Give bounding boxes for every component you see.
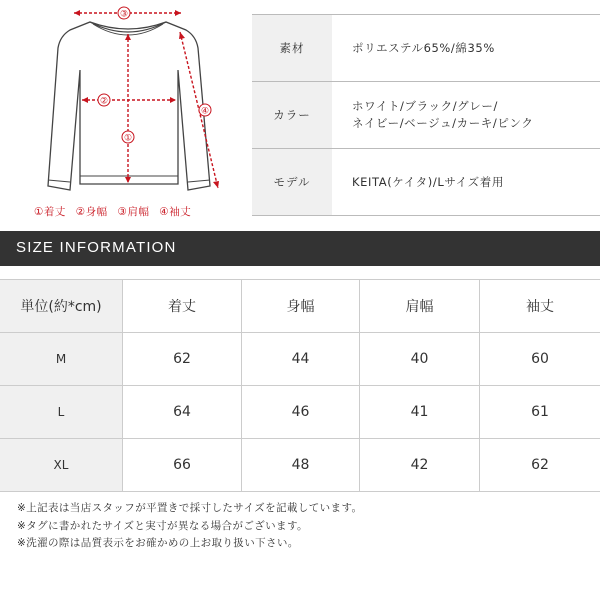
size-label-cell: L: [0, 386, 123, 438]
table-cell: 64: [123, 386, 242, 438]
table-cell: 62: [123, 333, 242, 385]
table-cell: 66: [123, 439, 242, 491]
sweatshirt-outline: [0, 0, 240, 225]
size-label-cell: M: [0, 333, 123, 385]
table-cell: 48: [242, 439, 360, 491]
spec-value: ホワイト/ブラック/グレー/: [352, 99, 498, 113]
size-notes: [17, 500, 362, 553]
table-cell: 60: [531, 351, 549, 367]
header-cell: 身幅: [242, 280, 360, 332]
note-line: ※タグに書かれたサイズと実寸が異なる場合がございます。: [17, 519, 308, 532]
header-cell: 肩幅: [360, 280, 480, 332]
spec-label: カラー: [252, 82, 332, 148]
marker-2: ②: [99, 96, 109, 107]
section-title: SIZE INFORMATION: [16, 239, 177, 256]
table-cell: 46: [242, 386, 360, 438]
table-cell: 40: [360, 333, 480, 385]
legend-shoulder: ③肩幅: [117, 206, 150, 218]
note-line: ※上記表は当店スタッフが平置きで採寸したサイズを記載しています。: [17, 502, 363, 514]
table-header-row: [0, 280, 600, 332]
legend-sleeve: ④袖丈: [159, 206, 192, 218]
table-row: [0, 439, 600, 491]
table-cell: 44: [242, 333, 360, 385]
table-cell: 61: [531, 404, 549, 420]
spec-row-material: [252, 15, 600, 81]
spec-label: 素材: [252, 15, 332, 81]
product-spec-table: [252, 14, 600, 219]
spec-value: KEITA(ケイタ)/Lサイズ着用: [352, 174, 504, 189]
table-row: [0, 386, 600, 438]
spec-label: モデル: [252, 149, 332, 215]
garment-measurement-diagram: [0, 0, 240, 225]
marker-3: ③: [119, 9, 129, 20]
spec-value: ポリエステル65%/綿35%: [352, 40, 495, 55]
header-cell: 袖丈: [526, 299, 554, 315]
header-cell: 単位(約*cm): [0, 280, 123, 332]
note-line: ※洗濯の際は品質表示をお確かめの上お取り扱い下さい。: [17, 537, 299, 549]
table-cell: 41: [360, 386, 480, 438]
size-table: [0, 279, 600, 489]
spec-row-model: [252, 149, 600, 215]
spec-row-color: [252, 82, 600, 148]
legend-width: ②身幅: [75, 206, 108, 218]
marker-1: ①: [123, 133, 133, 144]
size-information-header: [0, 231, 600, 266]
table-cell: 42: [360, 439, 480, 491]
measurement-legend: [34, 204, 197, 219]
table-cell: 62: [531, 457, 549, 473]
spec-value: ネイビー/ベージュ/カーキ/ピンク: [352, 116, 534, 130]
legend-length: ①着丈: [34, 206, 66, 218]
header-cell: 着丈: [123, 280, 242, 332]
marker-4: ④: [200, 106, 210, 117]
size-label-cell: XL: [0, 439, 123, 491]
table-row: [0, 333, 600, 385]
